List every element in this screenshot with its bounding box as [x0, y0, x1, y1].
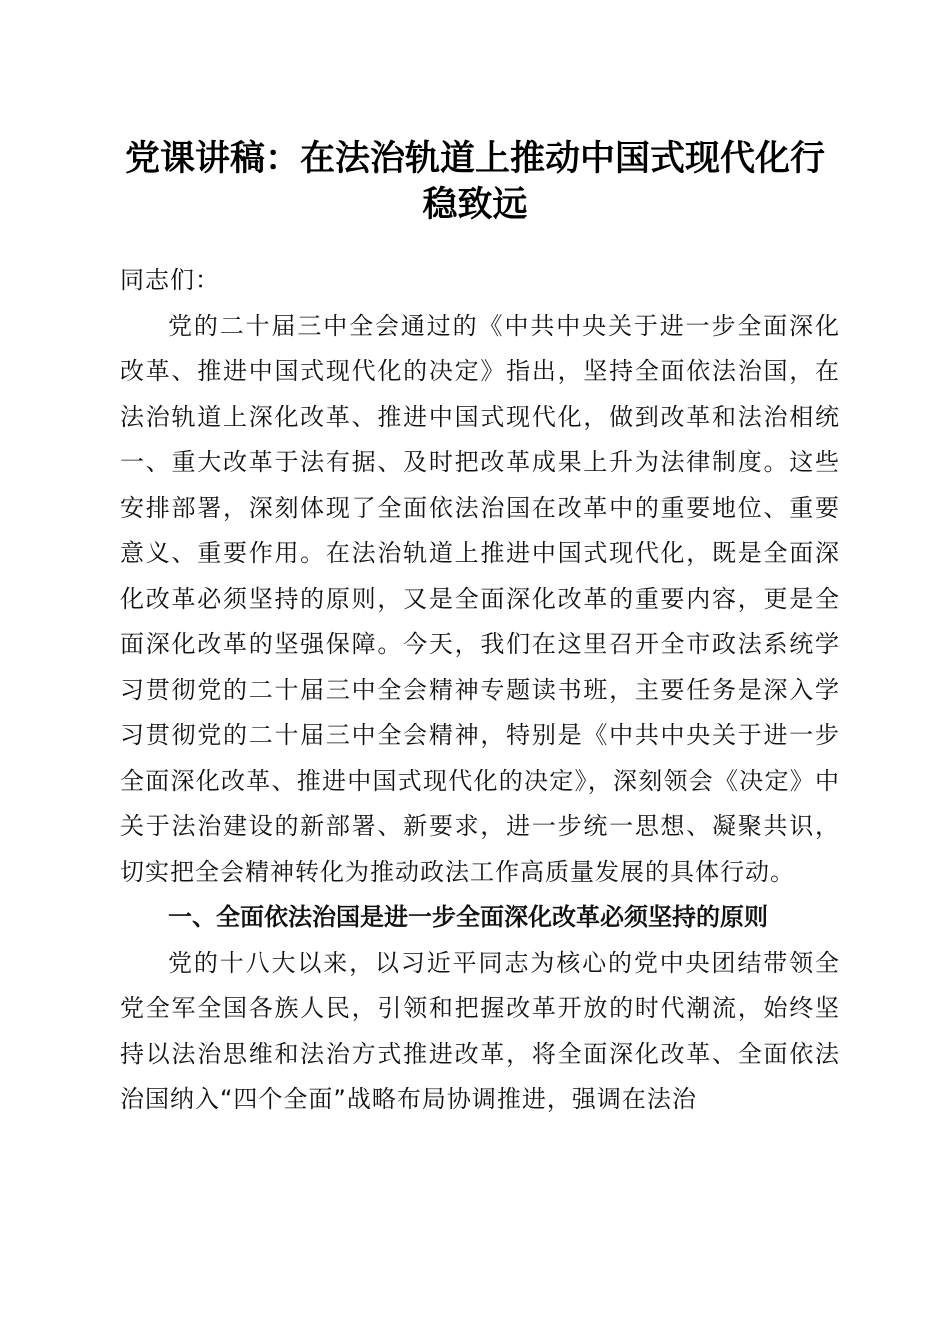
section-heading-1: 一、全面依法治国是进一步全面深化改革必须坚持的原则 — [168, 903, 768, 931]
salutation: 同志们： — [120, 266, 220, 294]
body-paragraph-2: 党的十八大以来，以习近平同志为核心的党中央团结带领全党全军全国各族人民，引领和把握改革开放的时代潮流，始终坚持以法治思维和法治方式推进改革，将全面深化改革、全面依法治国纳入“四个全面”战略布局协调推进，强调在法治 — [120, 948, 840, 1113]
title-line-2: 稳致远 — [422, 184, 528, 225]
body-paragraph-1: 党的二十届三中全会通过的《中共中央关于进一步全面深化改革、推进中国式现代化的决定》指出，坚持全面依法治国，在法治轨道上深化改革、推进中国式现代化，做到改革和法治相统一、重大改革于法有据、及时把改革成果上升为法律制度。这些安排部署，深刻体现了全面依法治国在改革中的重要地位、重要意义、重要作用。在法治轨道上推进中国式现代化，既是全面深化改革必须坚持的原则，又是全面深化改革的重要内容，更是全面深化改革的坚强保障。今天，我们在这里召开全市政法系统学习贯彻党的二十届三中全会精神专题读书班，主要任务是深入学习贯彻党的二十届三中全会精神，特别是《中共中央关于进一步全面深化改革、推进中国式现代化的决定》，深刻领会《决定》中关于法治建设的新部署、新要求，进一步统一思想、凝聚共识，切实把全会精神转化为推动政法工作高质量发展的具体行动。 — [120, 311, 840, 886]
title-line-1: 党课讲稿：在法治轨道上推动中国式现代化行 — [124, 138, 825, 179]
document-body — [120, 258, 840, 1123]
page-title — [110, 136, 840, 228]
